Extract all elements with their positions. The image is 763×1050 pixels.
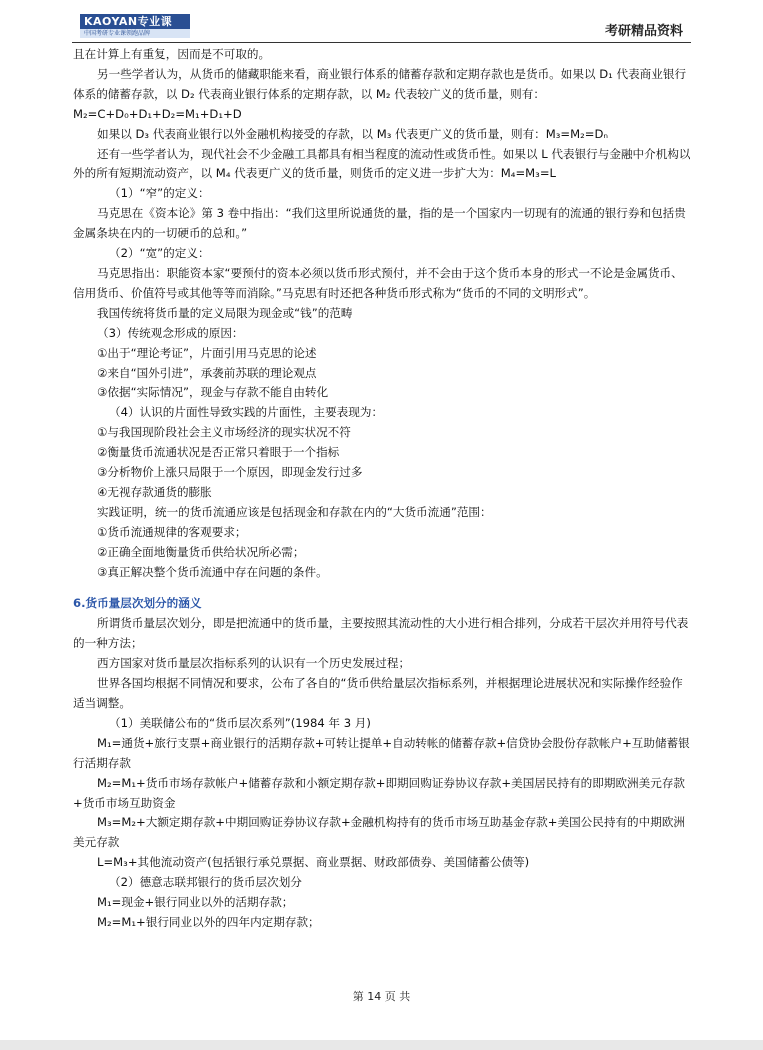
text-paragraph: M₁=通货+旅行支票+商业银行的活期存款+可转让提单+自动转帐的储蓄存款+信贷协会股份存款帐户+互助储蓄银行活期存款 [73, 735, 690, 770]
text-paragraph: 马克思指出：职能资本家“要预付的资本必须以货币形式预付，并不会由于这个货币本身的形式一不论是金属货币、信用货币、价值符号或其他等等而消除。”马克思有时还把各种货币形式称为“货币的不同的文明形式”。 [73, 265, 683, 300]
text-paragraph: ③依据“实际情况”，现金与存款不能自由转化 [97, 385, 329, 400]
text-paragraph: ②正确全面地衡量货币供给状况所必需； [97, 544, 305, 559]
page-footer: 第 14 页 共 [352, 990, 411, 1003]
text-paragraph: ③真正解决整个货币流通中存在问题的条件。 [97, 564, 328, 579]
text-paragraph: ②来自“国外引进”，承袭前苏联的理论观点 [97, 365, 317, 380]
text-paragraph: M₁=现金+银行同业以外的活期存款； [97, 895, 294, 910]
logo-main-text: KAOYAN专业课 [80, 14, 190, 29]
text-paragraph: 还有一些学者认为，现代社会不少金融工具都具有相当程度的流动性或货币性。如果以 L 代表银行与金融中介机构以外的所有短期流动资产，以 M₄ 代表更广义的货币量，则货币的定义进一步扩大为：M₄=M₃=L [73, 146, 691, 181]
text-paragraph: L=M₃+其他流动资产(包括银行承兑票据、商业票据、财政部债券、美国储蓄公债等) [97, 855, 530, 870]
text-paragraph: ①与我国现阶段社会主义市场经济的现实状况不符 [97, 425, 351, 440]
text-paragraph: （2）“宽”的定义： [109, 246, 210, 261]
kaoyan-logo [80, 14, 190, 38]
paragraph-block-2 [73, 614, 691, 933]
text-paragraph: （1）美联储公布的“货币层次系列”(1984 年 3 月) [109, 715, 371, 730]
viewer-bottom-bar [0, 1040, 763, 1050]
section-heading: 6.货币量层次划分的涵义 [73, 596, 202, 611]
text-paragraph: ④无视存款通货的膨胀 [97, 484, 212, 499]
text-paragraph: M₂=M₁+银行同业以外的四年内定期存款； [97, 914, 320, 929]
text-paragraph: M₂=M₁+货币市场存款帐户+储蓄存款和小额定期存款+即期回购证券协议存款+美国居民持有的即期欧洲美元存款+货币市场互助资金 [73, 775, 686, 810]
text-paragraph: （1）“窄”的定义： [109, 186, 210, 201]
text-paragraph: （4）认识的片面性导致实践的片面性，主要表现为： [109, 405, 384, 420]
page-header [72, 12, 691, 43]
paragraph-block-1 [73, 45, 691, 582]
text-paragraph: （2）德意志联邦银行的货币层次划分 [109, 875, 302, 890]
document-body [73, 45, 691, 933]
text-paragraph: 另一些学者认为，从货币的储藏职能来看，商业银行体系的储蓄存款和定期存款也是货币。如果以 D₁ 代表商业银行体系的储蓄存款，以 D₂ 代表商业银行体系的定期存款，以 M₂ 代表较广义的货币量，则有：M₂=C+D₀+D₁+D₂=M₁+D₁+D [73, 66, 687, 121]
text-paragraph: 所谓货币量层次划分，即是把流通中的货币量，主要按照其流动性的大小进行相合排列，分成若干层次并用符号代表的一种方法； [73, 616, 689, 651]
text-paragraph: ①货币流通规律的客观要求； [97, 524, 247, 539]
text-paragraph: 如果以 D₃ 代表商业银行以外金融机构接受的存款，以 M₃ 代表更广义的货币量，则有：M₃=M₂=Dₙ [97, 126, 609, 141]
text-paragraph: ②衡量货币流通状况是否正常只着眼于一个指标 [97, 445, 340, 460]
header-title: 考研精品资料 [604, 24, 683, 39]
text-paragraph: ①出于“理论考证”，片面引用马克思的论述 [97, 345, 317, 360]
text-paragraph: 且在计算上有重复，因而是不可取的。 [73, 47, 271, 61]
logo-sub-text: 中国考研专业课领跑品牌 [80, 29, 190, 38]
text-paragraph: ③分析物价上涨只局限于一个原因，即现金发行过多 [97, 465, 363, 480]
text-paragraph: 西方国家对货币量层次指标系列的认识有一个历史发展过程； [97, 656, 411, 671]
text-paragraph: M₃=M₂+大额定期存款+中期回购证券协议存款+金融机构持有的货币市场互助基金存款+美国公民持有的中期欧洲美元存款 [73, 815, 686, 850]
text-paragraph: （3）传统观念形成的原因： [97, 325, 244, 340]
text-paragraph: 我国传统将货币量的定义局限为现金或“钱”的范畴 [97, 305, 353, 320]
text-paragraph: 马克思在《资本论》第 3 卷中指出：“我们这里所说通货的量，指的是一个国家内一切现有的流通的银行券和包括贵金属条块在内的一切硬币的总和。” [73, 206, 686, 241]
text-paragraph: 世界各国均根据不同情况和要求，公布了各自的“货币供给量层次指标系列，并根据理论进展状况和实际操作经验作适当调整。 [73, 676, 683, 710]
text-paragraph: 实践证明，统一的货币流通应该是包括现金和存款在内的“大货币流通”范围： [97, 504, 492, 519]
